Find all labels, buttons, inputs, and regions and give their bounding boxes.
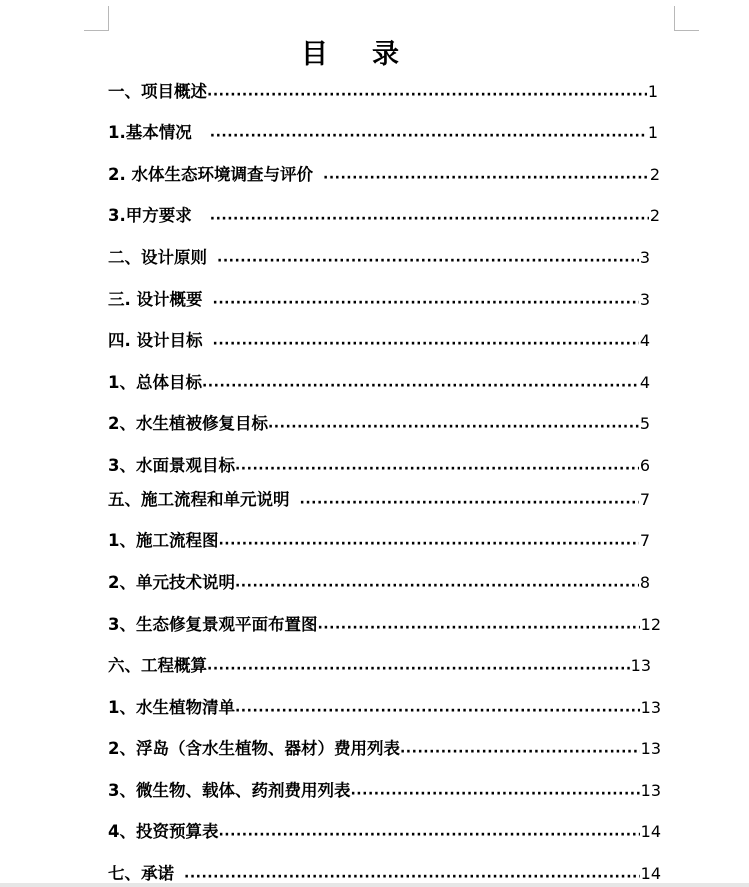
margin-corner-top-right: [674, 6, 699, 31]
toc-entry-label: 2、浮岛（含水生植物、器材）费用列表: [108, 739, 400, 758]
toc-page-number: 4: [639, 373, 650, 392]
toc-entry[interactable]: [108, 820, 661, 844]
toc-leader-dots: [210, 204, 649, 228]
margin-corner-top-left: [84, 6, 109, 31]
toc-leader-dots: [213, 288, 639, 312]
toc-entry-label: 1、水生植物清单: [108, 698, 235, 717]
toc-entry[interactable]: [108, 571, 650, 595]
toc-leader-dots: [350, 779, 639, 803]
toc-entry-label: 1、总体目标: [108, 373, 202, 392]
toc-page-number: 3: [639, 290, 650, 309]
toc-entry[interactable]: [108, 288, 650, 312]
toc-leader-dots: [202, 371, 639, 395]
toc-leader-dots: [210, 121, 647, 145]
toc-page-number: 13: [640, 698, 661, 717]
toc-page-number: 2: [649, 165, 660, 184]
toc-entry[interactable]: [108, 329, 650, 353]
toc-page-number: 13: [630, 656, 651, 675]
toc-entry[interactable]: [108, 654, 651, 678]
toc-entry-label: 2、单元技术说明: [108, 573, 235, 592]
toc-entry-label: 1、施工流程图: [108, 531, 219, 550]
toc-title: [0, 32, 700, 71]
toc-entry-label: 2. 水体生态环境调查与评价: [108, 165, 313, 184]
toc-entry[interactable]: [108, 529, 650, 553]
toc-entry[interactable]: [108, 412, 650, 436]
toc-entry[interactable]: [108, 613, 661, 637]
toc-entry-label: 4、投资预算表: [108, 822, 219, 841]
toc-page-number: 7: [639, 490, 650, 509]
toc-page-number: 2: [649, 206, 660, 225]
toc-leader-dots: [218, 820, 639, 844]
toc-leader-dots: [235, 571, 639, 595]
toc-entry-label: 四. 设计目标: [108, 331, 203, 350]
toc-page-number: 12: [640, 615, 661, 634]
toc-entry[interactable]: [108, 454, 650, 478]
toc-entry-label: 1.基本情况: [108, 123, 192, 142]
toc-entry[interactable]: [108, 779, 661, 803]
toc-entry-label: 一、项目概述: [108, 82, 207, 101]
toc-title-char-1: 目: [301, 39, 328, 70]
toc-page-number: 13: [640, 739, 661, 758]
toc-entry[interactable]: [108, 163, 660, 187]
toc-page-number: 1: [647, 123, 658, 142]
toc-page-number: 4: [639, 331, 650, 350]
toc-title-char-2: 录: [372, 39, 399, 70]
toc-entry-label: 二、设计原则: [108, 248, 207, 267]
toc-entry-label: 六、工程概算: [108, 656, 207, 675]
toc-page-number: 13: [640, 781, 661, 800]
toc-page-number: 3: [639, 248, 650, 267]
toc-entry[interactable]: [108, 80, 658, 104]
toc-page-number: 1: [647, 82, 658, 101]
toc-entry-label: 五、施工流程和单元说明: [108, 490, 290, 509]
toc-page-number: 8: [639, 573, 650, 592]
toc-leader-dots: [207, 80, 647, 104]
toc-leader-dots: [217, 246, 639, 270]
toc-leader-dots: [235, 696, 640, 720]
toc-entry-label: 2、水生植被修复目标: [108, 414, 268, 433]
toc-leader-dots: [207, 654, 630, 678]
toc-entry-label: 3、生态修复景观平面布置图: [108, 615, 318, 634]
toc-leader-dots: [317, 613, 639, 637]
page-bottom-edge: [0, 883, 749, 887]
toc-entry[interactable]: [108, 246, 650, 270]
toc-entry[interactable]: [108, 488, 650, 512]
toc-page-number: 6: [639, 456, 650, 475]
toc-entry-label: 3.甲方要求: [108, 206, 192, 225]
toc-entry-label: 三. 设计概要: [108, 290, 203, 309]
toc-entry[interactable]: [108, 204, 660, 228]
toc-entry[interactable]: [108, 696, 661, 720]
toc-page-number: 5: [639, 414, 650, 433]
toc-leader-dots: [218, 529, 638, 553]
toc-page-number: 7: [639, 531, 650, 550]
toc-entry-label: 3、水面景观目标: [108, 456, 235, 475]
toc-entry-label: 3、微生物、载体、药剂费用列表: [108, 781, 351, 800]
toc-leader-dots: [235, 454, 639, 478]
toc-leader-dots: [268, 412, 639, 436]
toc-page-number: 14: [640, 864, 661, 883]
toc-entry[interactable]: [108, 371, 650, 395]
toc-leader-dots: [400, 737, 640, 761]
toc-entry[interactable]: [108, 121, 658, 145]
toc-entry-label: 七、承诺: [108, 864, 174, 883]
toc-entry[interactable]: [108, 737, 661, 761]
toc-leader-dots: [323, 163, 649, 187]
toc-leader-dots: [300, 488, 639, 512]
toc-page-number: 14: [640, 822, 661, 841]
toc-leader-dots: [213, 329, 639, 353]
